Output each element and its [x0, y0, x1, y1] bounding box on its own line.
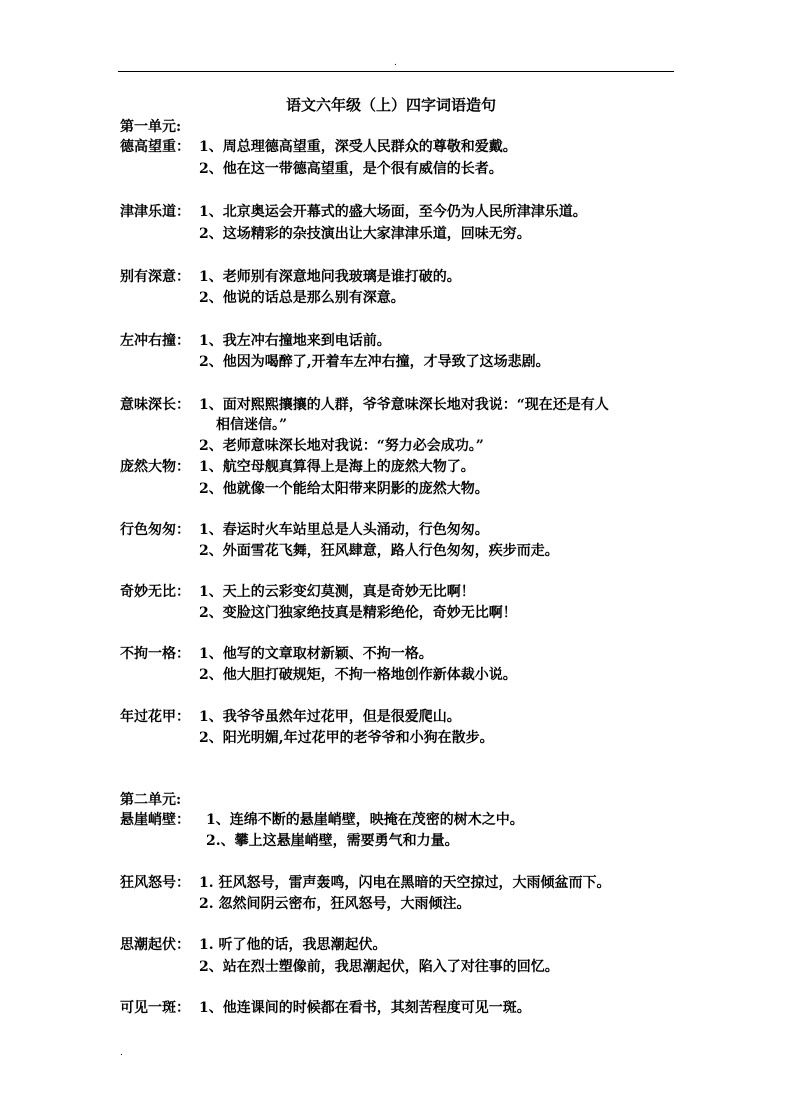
- entry-sentence: 2、外面雪花飞舞，狂风肆意，路人行色匆匆，疾步而走。: [199, 543, 559, 559]
- footer-mark: .: [120, 1048, 123, 1058]
- entry-sentence: 2、他说的话总是那么别有深意。: [199, 290, 405, 306]
- entry-sentence: 2、他大胆打破规矩，不拘一格地创作新体裁小说。: [199, 667, 517, 683]
- entry-sentence-continuation: 相信迷信。”: [216, 417, 288, 433]
- entry-term: 左冲右撞：: [120, 333, 190, 349]
- entry-term: 意味深长：: [120, 397, 190, 413]
- entry-term: 不拘一格：: [120, 646, 190, 662]
- entry-sentence: 2、老师意味深长地对我说：“努力必会成功。”: [199, 438, 484, 454]
- entry-sentence: 2、他因为喝醉了,开着车左冲右撞，才导致了这场悲剧。: [199, 354, 550, 370]
- entry-sentence: 2、他就像一个能给太阳带来阴影的庞然大物。: [199, 481, 489, 497]
- entry-sentence: 2、站在烈士塑像前，我思潮起伏，陷入了对往事的回忆。: [199, 959, 559, 975]
- entry-sentence: 1、周总理德高望重，深受人民群众的尊敬和爱戴。: [199, 139, 517, 155]
- entry-term: 狂风怒号：: [120, 875, 190, 891]
- unit1-heading: 第一单元:: [120, 119, 182, 135]
- entry-term: 悬崖峭壁：: [120, 812, 190, 828]
- entry-sentence: 1、他写的文章取材新颖、不拘一格。: [199, 646, 433, 662]
- entry-sentence: 1、老师别有深意地问我玻璃是谁打破的。: [199, 269, 461, 285]
- entry-sentence: 2、他在这一带德高望重，是个很有威信的长者。: [199, 161, 503, 177]
- header-mark: .: [394, 58, 397, 68]
- entry-sentence: 1、北京奥运会开幕式的盛大场面，至今仍为人民所津津乐道。: [199, 204, 587, 220]
- entry-sentence: 1、春运时火车站里总是人头涌动，行色匆匆。: [199, 522, 489, 538]
- entry-term: 可见一斑：: [120, 1000, 190, 1016]
- entry-sentence: 1. 狂风怒号，雷声轰鸣，闪电在黑暗的天空掠过，大雨倾盆而下。: [199, 875, 611, 891]
- header-rule: [118, 71, 674, 72]
- entry-sentence: 1、我左冲右撞地来到电话前。: [199, 333, 391, 349]
- entry-term: 行色匆匆：: [120, 522, 190, 538]
- entry-sentence: 1、连绵不断的悬崖峭壁，映掩在茂密的树木之中。: [206, 812, 524, 828]
- entry-term: 别有深意：: [120, 269, 190, 285]
- entry-term: 思潮起伏：: [120, 937, 190, 953]
- entry-sentence: 2. 忽然间阴云密布，狂风怒号，大雨倾注。: [199, 896, 471, 912]
- entry-sentence: 1. 听了他的话，我思潮起伏。: [199, 937, 387, 953]
- entry-sentence: 2.、攀上这悬崖峭壁，需要勇气和力量。: [206, 833, 459, 849]
- entry-sentence: 2、变脸这门独家绝技真是精彩绝伦，奇妙无比啊！: [199, 605, 517, 621]
- document-title: 语文六年级（上）四字词语造句: [286, 96, 497, 114]
- entry-term: 年过花甲：: [120, 709, 190, 725]
- entry-sentence: 2、阳光明媚,年过花甲的老爷爷和小狗在散步。: [199, 730, 494, 746]
- entry-term: 庞然大物：: [120, 459, 190, 475]
- entry-sentence: 2、这场精彩的杂技演出让大家津津乐道，回味无穷。: [199, 226, 531, 242]
- entry-sentence: 1、他连课间的时候都在看书，其刻苦程度可见一斑。: [199, 1000, 531, 1016]
- entry-sentence: 1、我爷爷虽然年过花甲，但是很爱爬山。: [199, 709, 461, 725]
- entry-sentence: 1、天上的云彩变幻莫测，真是奇妙无比啊！: [199, 584, 475, 600]
- entry-sentence: 1、面对熙熙攘攘的人群，爷爷意味深长地对我说：“现在还是有人: [199, 397, 609, 413]
- entry-term: 奇妙无比：: [120, 584, 190, 600]
- unit2-heading: 第二单元:: [120, 792, 182, 808]
- entry-term: 津津乐道：: [120, 204, 190, 220]
- entry-term: 德高望重：: [120, 139, 190, 155]
- entry-sentence: 1、航空母舰真算得上是海上的庞然大物了。: [199, 459, 475, 475]
